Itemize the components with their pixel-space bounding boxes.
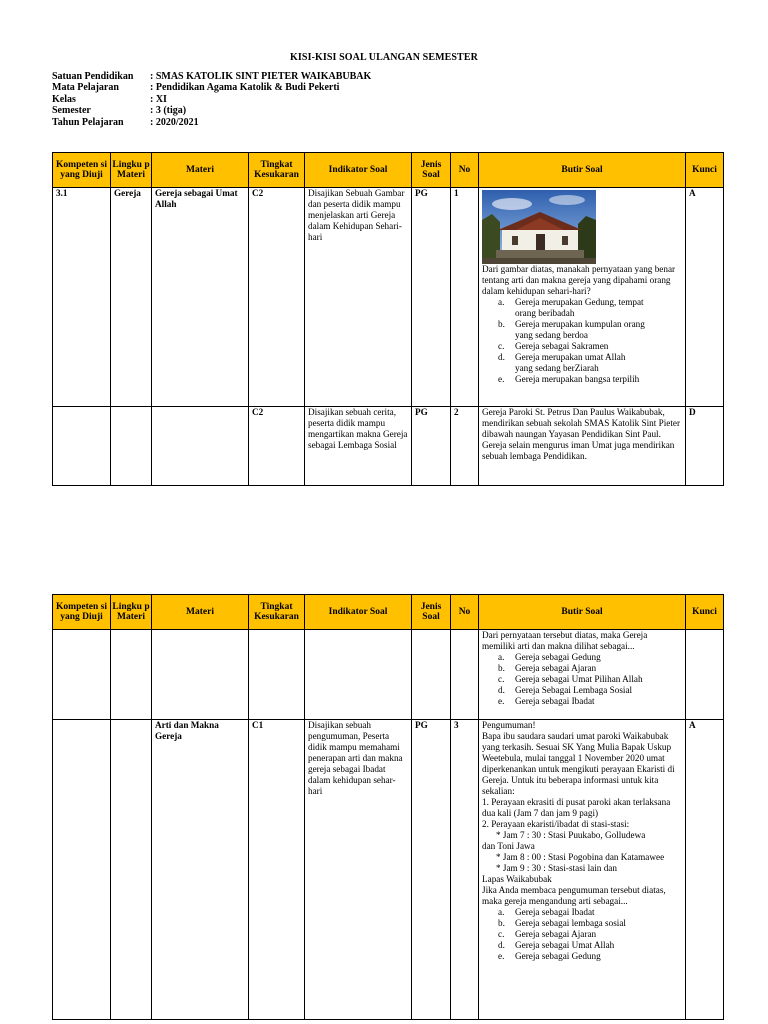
cell-butir: Gereja Paroki St. Petrus Dan Paulus Waikabubak, mendirikan sebuah sekolah SMAS Katolik Sint Pieter dibawah naungan Yayasan Pendidikan Sint Paul. Gereja selain mengurus iman Umat juga mendirikan sebuah lembaga Pendidikan.: [479, 407, 686, 486]
option-text-cont: yang sedang berdoa: [515, 330, 588, 340]
option-letter: c.: [498, 929, 505, 939]
option-text: Gereja sebagai Sakramen: [515, 341, 609, 351]
option-item: [498, 319, 682, 330]
option-list: [482, 652, 682, 707]
option-letter: b.: [498, 319, 505, 329]
header-tingkat: Tingkat Kesukaran: [249, 595, 305, 630]
cell-tingkat: C2: [249, 188, 305, 407]
cell-no: 2: [451, 407, 479, 486]
cell-tingkat: C1: [249, 720, 305, 1020]
header-row: [53, 595, 724, 630]
cell-lingkup: [111, 720, 152, 1020]
option-letter: a.: [498, 652, 505, 662]
option-text: Gereja sebagai Ibadat: [515, 907, 595, 917]
cell-indikator: [305, 630, 412, 720]
cell-materi: Arti dan Makna Gereja: [152, 720, 249, 1020]
option-item: [498, 685, 682, 696]
schedule-line: Lapas Waikabubak: [482, 874, 552, 884]
cell-butir: [479, 630, 686, 720]
option-text: Gereja sebagai lembaga sosial: [515, 918, 626, 928]
option-text: Gereja merupakan kumpulan orang: [515, 319, 645, 329]
header-kompetensi: Kompeten si yang Diuji: [53, 595, 111, 630]
meta-row: [52, 82, 371, 93]
meta-label: Semester: [52, 105, 91, 117]
cell-lingkup: Gereja: [111, 188, 152, 407]
option-text: Gereja sebagai Umat Pilihan Allah: [515, 674, 643, 684]
cell-jenis: [412, 630, 451, 720]
option-continuation: [515, 363, 682, 374]
cell-kunci: A: [686, 188, 724, 407]
grid-table-1: [52, 152, 724, 486]
header-tingkat: Tingkat Kesukaran: [249, 153, 305, 188]
option-text-cont: yang sedang berZiarah: [515, 363, 599, 373]
header-lingkup: Lingku p Materi: [111, 595, 152, 630]
option-item: [498, 674, 682, 685]
cell-jenis: PG: [412, 407, 451, 486]
header-indikator: Indikator Soal: [305, 595, 412, 630]
header-materi: Materi: [152, 153, 249, 188]
header-jenis: Jenis Soal: [412, 595, 451, 630]
option-text: Gereja sebagai Ajaran: [515, 929, 597, 939]
document-meta: [52, 71, 371, 128]
cell-kompetensi: [53, 630, 111, 720]
meta-label: Satuan Pendidikan: [52, 71, 134, 82]
announcement-line: Pengumuman!: [482, 720, 536, 730]
option-letter: e.: [498, 374, 505, 384]
option-text: Gereja sebagai Ibadat: [515, 696, 595, 706]
option-item: [498, 929, 682, 940]
announcement-line: Bapa ibu saudara saudari umat paroki Waikabubak yang terkasih. Sesuai SK Yang Mulia Bapak Uskup Weetebula, mulai tanggal 1 November 2020 umat diperkenankan untuk mengikuti perayaan Ekaristi di Gereja. Untuk itu beberapa informasi untuk kita sekalian:: [482, 731, 675, 796]
cell-materi: [152, 630, 249, 720]
option-item: [498, 918, 682, 929]
schedule-line: * Jam 8 : 00 : Stasi Pogobina dan Katamawee: [496, 852, 665, 862]
cell-kunci: A: [686, 720, 724, 1020]
option-letter: c.: [498, 341, 505, 351]
schedule-line: * Jam 9 : 30 : Stasi-stasi lain dan: [496, 863, 617, 873]
question-stem: Jika Anda membaca pengumuman tersebut diatas, maka gereja mengandung arti sebagai...: [482, 885, 666, 906]
option-item: [498, 663, 682, 674]
header-row: [53, 153, 724, 188]
option-text: Gereja Sebagai Lembaga Sosial: [515, 685, 633, 695]
cell-tingkat: [249, 630, 305, 720]
cell-lingkup: [111, 630, 152, 720]
option-item: [498, 297, 682, 308]
header-kompetensi: Kompeten si yang Diuji: [53, 153, 111, 188]
cell-butir: [479, 720, 686, 1020]
header-kunci: Kunci: [686, 153, 724, 188]
cell-jenis: PG: [412, 720, 451, 1020]
cell-kompetensi: [53, 407, 111, 486]
header-no: No: [451, 153, 479, 188]
meta-label: Mata Pelajaran: [52, 82, 119, 94]
cell-indikator: Disajikan Sebuah Gambar dan peserta didik mampu menjelaskan arti Gereja dalam Kehidupan Sehari-hari: [305, 188, 412, 407]
option-letter: c.: [498, 674, 505, 684]
meta-value: : Pendidikan Agama Katolik & Budi Pekerti: [150, 82, 340, 94]
meta-row: [52, 117, 371, 128]
option-item: [498, 341, 682, 352]
cell-butir: [479, 188, 686, 407]
option-letter: d.: [498, 685, 505, 695]
meta-label: Kelas: [52, 93, 76, 105]
meta-row: [52, 71, 371, 82]
option-text: Gereja sebagai Umat Allah: [515, 940, 615, 950]
cell-kunci: [686, 630, 724, 720]
option-letter: a.: [498, 907, 505, 917]
option-list: [482, 297, 682, 385]
header-materi: Materi: [152, 595, 249, 630]
church-photo: [482, 190, 596, 264]
question-stem: Dari gambar diatas, manakah pernyataan yang benar tentang arti dan makna gereja yang dipahami orang dalam kehidupan sehari-hari?: [482, 264, 676, 296]
announcement-line: 1. Perayaan ekrasiti di pusat paroki akan terlaksana dua kali (Jam 7 dan jam 9 pagi): [482, 797, 671, 818]
option-item: [498, 374, 682, 385]
option-list: [482, 907, 682, 962]
meta-value: : SMAS KATOLIK SINT PIETER WAIKABUBAK: [150, 71, 372, 82]
header-butir: Butir Soal: [479, 153, 686, 188]
grid-table-2: [52, 594, 724, 1020]
option-item: [498, 907, 682, 918]
cell-no: 1: [451, 188, 479, 407]
option-continuation: [515, 308, 682, 319]
header-no: No: [451, 595, 479, 630]
cell-materi: Gereja sebagai Umat Allah: [152, 188, 249, 407]
header-butir: Butir Soal: [479, 595, 686, 630]
meta-row: [52, 105, 371, 116]
option-letter: e.: [498, 696, 505, 706]
option-text: Gereja sebagai Gedung: [515, 951, 601, 961]
question-stem: Dari pernyataan tersebut diatas, maka Gereja memiliki arti dan makna dilihat sebagai...: [482, 630, 648, 651]
schedule-line: * Jam 7 : 30 : Stasi Puukabo, Golludewa: [496, 830, 646, 840]
cell-kunci: D: [686, 407, 724, 486]
option-letter: b.: [498, 663, 505, 673]
cell-tingkat: C2: [249, 407, 305, 486]
meta-label: Tahun Pelajaran: [52, 116, 124, 128]
cell-indikator: Disajikan sebuah cerita, peserta didik mampu mengartikan makna Gereja sebagai Lembaga Sosial: [305, 407, 412, 486]
cell-jenis: PG: [412, 188, 451, 407]
option-letter: a.: [498, 297, 505, 307]
table-row: [53, 720, 724, 1020]
cell-kompetensi: 3.1: [53, 188, 111, 407]
document-title: KISI-KISI SOAL ULANGAN SEMESTER: [290, 52, 478, 63]
option-letter: e.: [498, 951, 505, 961]
cell-materi: [152, 407, 249, 486]
header-indikator: Indikator Soal: [305, 153, 412, 188]
option-item: [498, 652, 682, 663]
cell-no: [451, 630, 479, 720]
option-item: [498, 940, 682, 951]
table-row: [53, 407, 724, 486]
option-item: [498, 951, 682, 962]
option-text: Gereja merupakan Gedung, tempat: [515, 297, 644, 307]
option-text: Gereja sebagai Ajaran: [515, 663, 597, 673]
header-jenis: Jenis Soal: [412, 153, 451, 188]
meta-value: : 3 (tiga): [150, 105, 187, 117]
table-row: [53, 630, 724, 720]
announcement-line: 2. Perayaan ekaristi/ibadat di stasi-stasi:: [482, 819, 630, 829]
meta-value: : 2020/2021: [150, 116, 199, 128]
cell-kompetensi: [53, 720, 111, 1020]
option-item: [498, 696, 682, 707]
header-kunci: Kunci: [686, 595, 724, 630]
option-text-cont: orang beribadah: [515, 308, 575, 318]
option-continuation: [515, 330, 682, 341]
cell-lingkup: [111, 407, 152, 486]
schedule-line: dan Toni Jawa: [482, 841, 535, 851]
table-row: [53, 188, 724, 407]
option-item: [498, 352, 682, 363]
option-text: Gereja merupakan umat Allah: [515, 352, 626, 362]
option-letter: b.: [498, 918, 505, 928]
option-letter: d.: [498, 940, 505, 950]
option-text: Gereja sebagai Gedung: [515, 652, 601, 662]
cell-indikator: Disajikan sebuah pengumuman, Peserta didik mampu memahami penerapan arti dan makna gereja sebagai Ibadat dalam kehidupan sehar-hari: [305, 720, 412, 1020]
header-lingkup: Lingku p Materi: [111, 153, 152, 188]
cell-no: 3: [451, 720, 479, 1020]
meta-row: [52, 94, 371, 105]
meta-value: : XI: [150, 93, 167, 105]
option-letter: d.: [498, 352, 505, 362]
option-text: Gereja merupakan bangsa terpilih: [515, 374, 640, 384]
